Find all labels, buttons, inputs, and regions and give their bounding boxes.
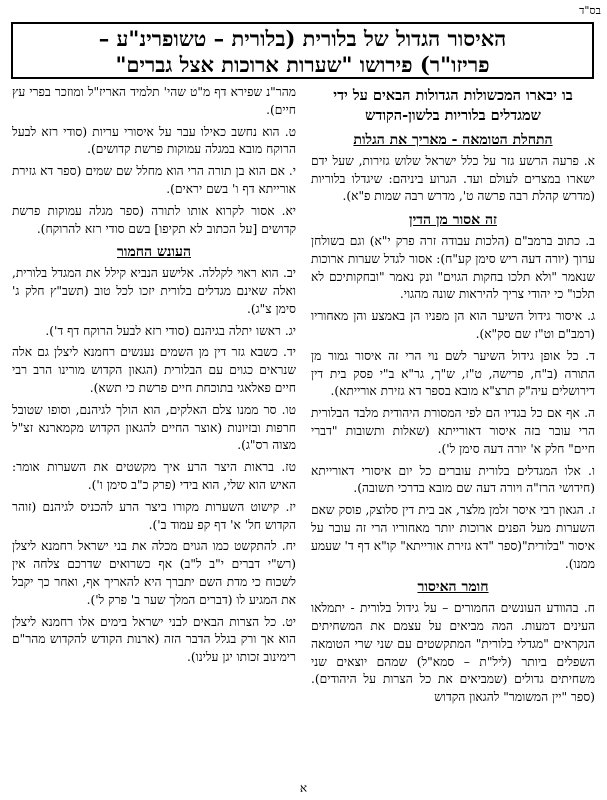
paragraph-19: יט. כל הצרות הבאים לבני ישראל בימים אלו רחמנא ליצלן הוא אך ורק בגלל הדבר הזה (ארנות הקודש להקדוש מהר"ם רימינוב זכותו יגן עלינו). <box>12 614 296 665</box>
intro-text: בו יבארו המכשולות הגדולות הבאים על ידי שמגדלים בלוריות בלשון-הקודש <box>333 87 573 124</box>
paragraph-8: ח. בהוודע העונשים החמורים – על גידול בלורית - יתמלאו העינים דמעות. המה מביאים על עצמם את המשחיתים הנקראים "מגדלי בלורית" המתקשטים עם שני שרי הטומאה השפלים ביותר (ליל"ת – סמא"ל) שמהם יוצאים שני משחיתים גדולים (שמביאים את כל הצרות על היהודים). (ספר "יין המשומר" להגאון הקדוש <box>311 601 595 705</box>
title-line-2: פריזו"ר) פירושו "שערות ארוכות אצל גברים" <box>115 52 490 77</box>
right-column <box>311 84 595 784</box>
title-box <box>11 22 594 79</box>
section-heading-severity: חומר האיסור <box>417 579 489 596</box>
paragraph-11: יא. אסור לקרוא אותו לתורה (ספר מגלה עמוקות פרשת קדושים [על הכתוב לא תקיפו] בשם סודי רזא להרוקח). <box>12 203 296 236</box>
paragraph-12: יב. הוא ראוי לקללה. אלישע הנביא קילל את המגדל בלורית, ואלה שאינם מגדלים בלורית יזכו לכל טוב (תשב"ץ חלק ג' סימן צ"ג). <box>12 266 296 316</box>
paragraph-2: ב. כתוב ברמב"ם (הלכות עבודה זרה פרק י"א) וגם בשולחן ערוך (יורה דעה ריש סימן קע"ח): אסור לגדל שערות ארוכות שנאמר "ולא תלכו בחקות הגוים" ונק נאמר "ובחקותיכם לא תלכו" כי יהודי צריך להיראות שונה מהגוי. <box>311 233 595 302</box>
paragraph-13: יג. ראשו יתלה בגיהנם (סודי רזא לבעל הרוקח דף ד'). <box>45 323 296 338</box>
paragraph-6: ו. אלו המגדלים בלורית עוברים כל יום איסורי דאורייתא (חידושי הרז"ה ויורה דעה שם מובא בדרכי תשובה). <box>311 463 595 496</box>
paragraph-7: ז. הגאון רבי איסר זלמן מלצר, אב בית דין סלוצק, פוסק שאם השערות מעל הפנים ארוכות יותר מאחוריו הרי זה עובר על איסור "בלורית"(ספר "דא גזירת אורייתא" קו"א דף ד' שעמע ממנו). <box>311 503 595 571</box>
paragraph-15: טו. סר ממנו צלם האלקים, הוא הולך לגיהנם, וסופו שטובל חרפות ובזיונות (אוצר החיים להגאון הקדוש מקמארנא זצ"ל מצוה רס"ג). <box>12 402 296 453</box>
paragraph-10: י. אם הוא בן תורה הרי הוא מחלל שם שמים (ספר דא גזירת אורייתא דף ו' בשם יראים). <box>12 164 296 196</box>
paragraph-1: א. פרעה הרשע גזר על כלל ישראל שלוש גזירות, שעל ידם ישארו במצרים לעולם ועד. הגרוע ביניהם: שיגדלו בלוריות (מדרש קהלת רבה פרשה ט', מדרש רבה שמות פ"א). <box>311 153 595 204</box>
section-heading-beginning: התחלת הטומאה - מאריך את הגלות <box>353 132 553 148</box>
title-line-1: האיסור הגדול של בלורית (בלורית – טשופרינ"ע – <box>98 26 507 51</box>
section-heading-punishment: העונש החמור <box>117 244 191 261</box>
left-column <box>12 84 296 784</box>
paragraph-5: ה. אף אם כל בגדיו הם לפי המסורת היהודית מלבד הבלורית הרי עובר בזה איסור דאורייתא (שאלות ותשובות "דברי חיים" חלק א' יורה דעה סימן ל'). <box>311 406 595 456</box>
paragraph-18: יח. להתקשט כמו הגוים מכלה את בני ישראל רחמנא ליצלן (רש"י דברים י"ב ל"ב) אף כשרואים שדרכם צלחה אין לשכוח כי מדת השם יתברך היא להאריך אף, ואחר כך יקבל את המגיע לו (דברים המלך שער ב' פרק ל'). <box>12 539 296 607</box>
corner-mark: בס"ד <box>579 4 601 17</box>
paragraph-16: טז. בראות היצר הרע איך מקשטים את השערות אומר: האיש הוא שלי, הוא בידי (פרק כ"ב סימן ו'). <box>12 460 296 492</box>
paragraph-8-continued: מהר"נ שפירא דף מ"ט שהי' תלמיד האריז"ל ומוזכר בפרי עץ חיים). <box>12 85 296 117</box>
paragraph-14: יד. כשבא גזר דין מן השמים נענשים רחמנא ליצלן גם אלה שנראים כגוים עם הבלורית (הגאון הקדוש מורינו הרב רבי חיים פאלאגי בתוכחת חיים פרשת כי תשא). <box>12 345 296 395</box>
paragraph-17: יז. קישוט השערות מקורו ביצר הרע להכניס לגיהנם (זוהר הקדוש חל' א' דף קפ עמוד ב'). <box>12 499 296 532</box>
section-heading-forbidden: זה אסור מן הדין <box>409 212 497 229</box>
paragraph-4: ד. כל אופן גידול השיער לשם נוי הרי זה איסור גמור מן התורה (ב"ח, פרישה, ט"ז, ש"ך, גר"א ב"י פסק בית דין דירושלים עיה"ק תרצ"א מובא בספר דא גזירת אורייתא). <box>311 348 595 399</box>
page-number: א <box>299 781 308 795</box>
paragraph-3: ג. איסור גידול השיער הוא הן מפניו הן באמצע והן מאחוריו (רמב"ם וט"ז שם סק"א). <box>311 309 595 341</box>
paragraph-9: ט. הוא נחשב כאילו עבר על איסורי עריות (סודי רזא לבעל הרוקח מובא במגלה עמוקות פרשת קדושים). <box>12 124 296 157</box>
